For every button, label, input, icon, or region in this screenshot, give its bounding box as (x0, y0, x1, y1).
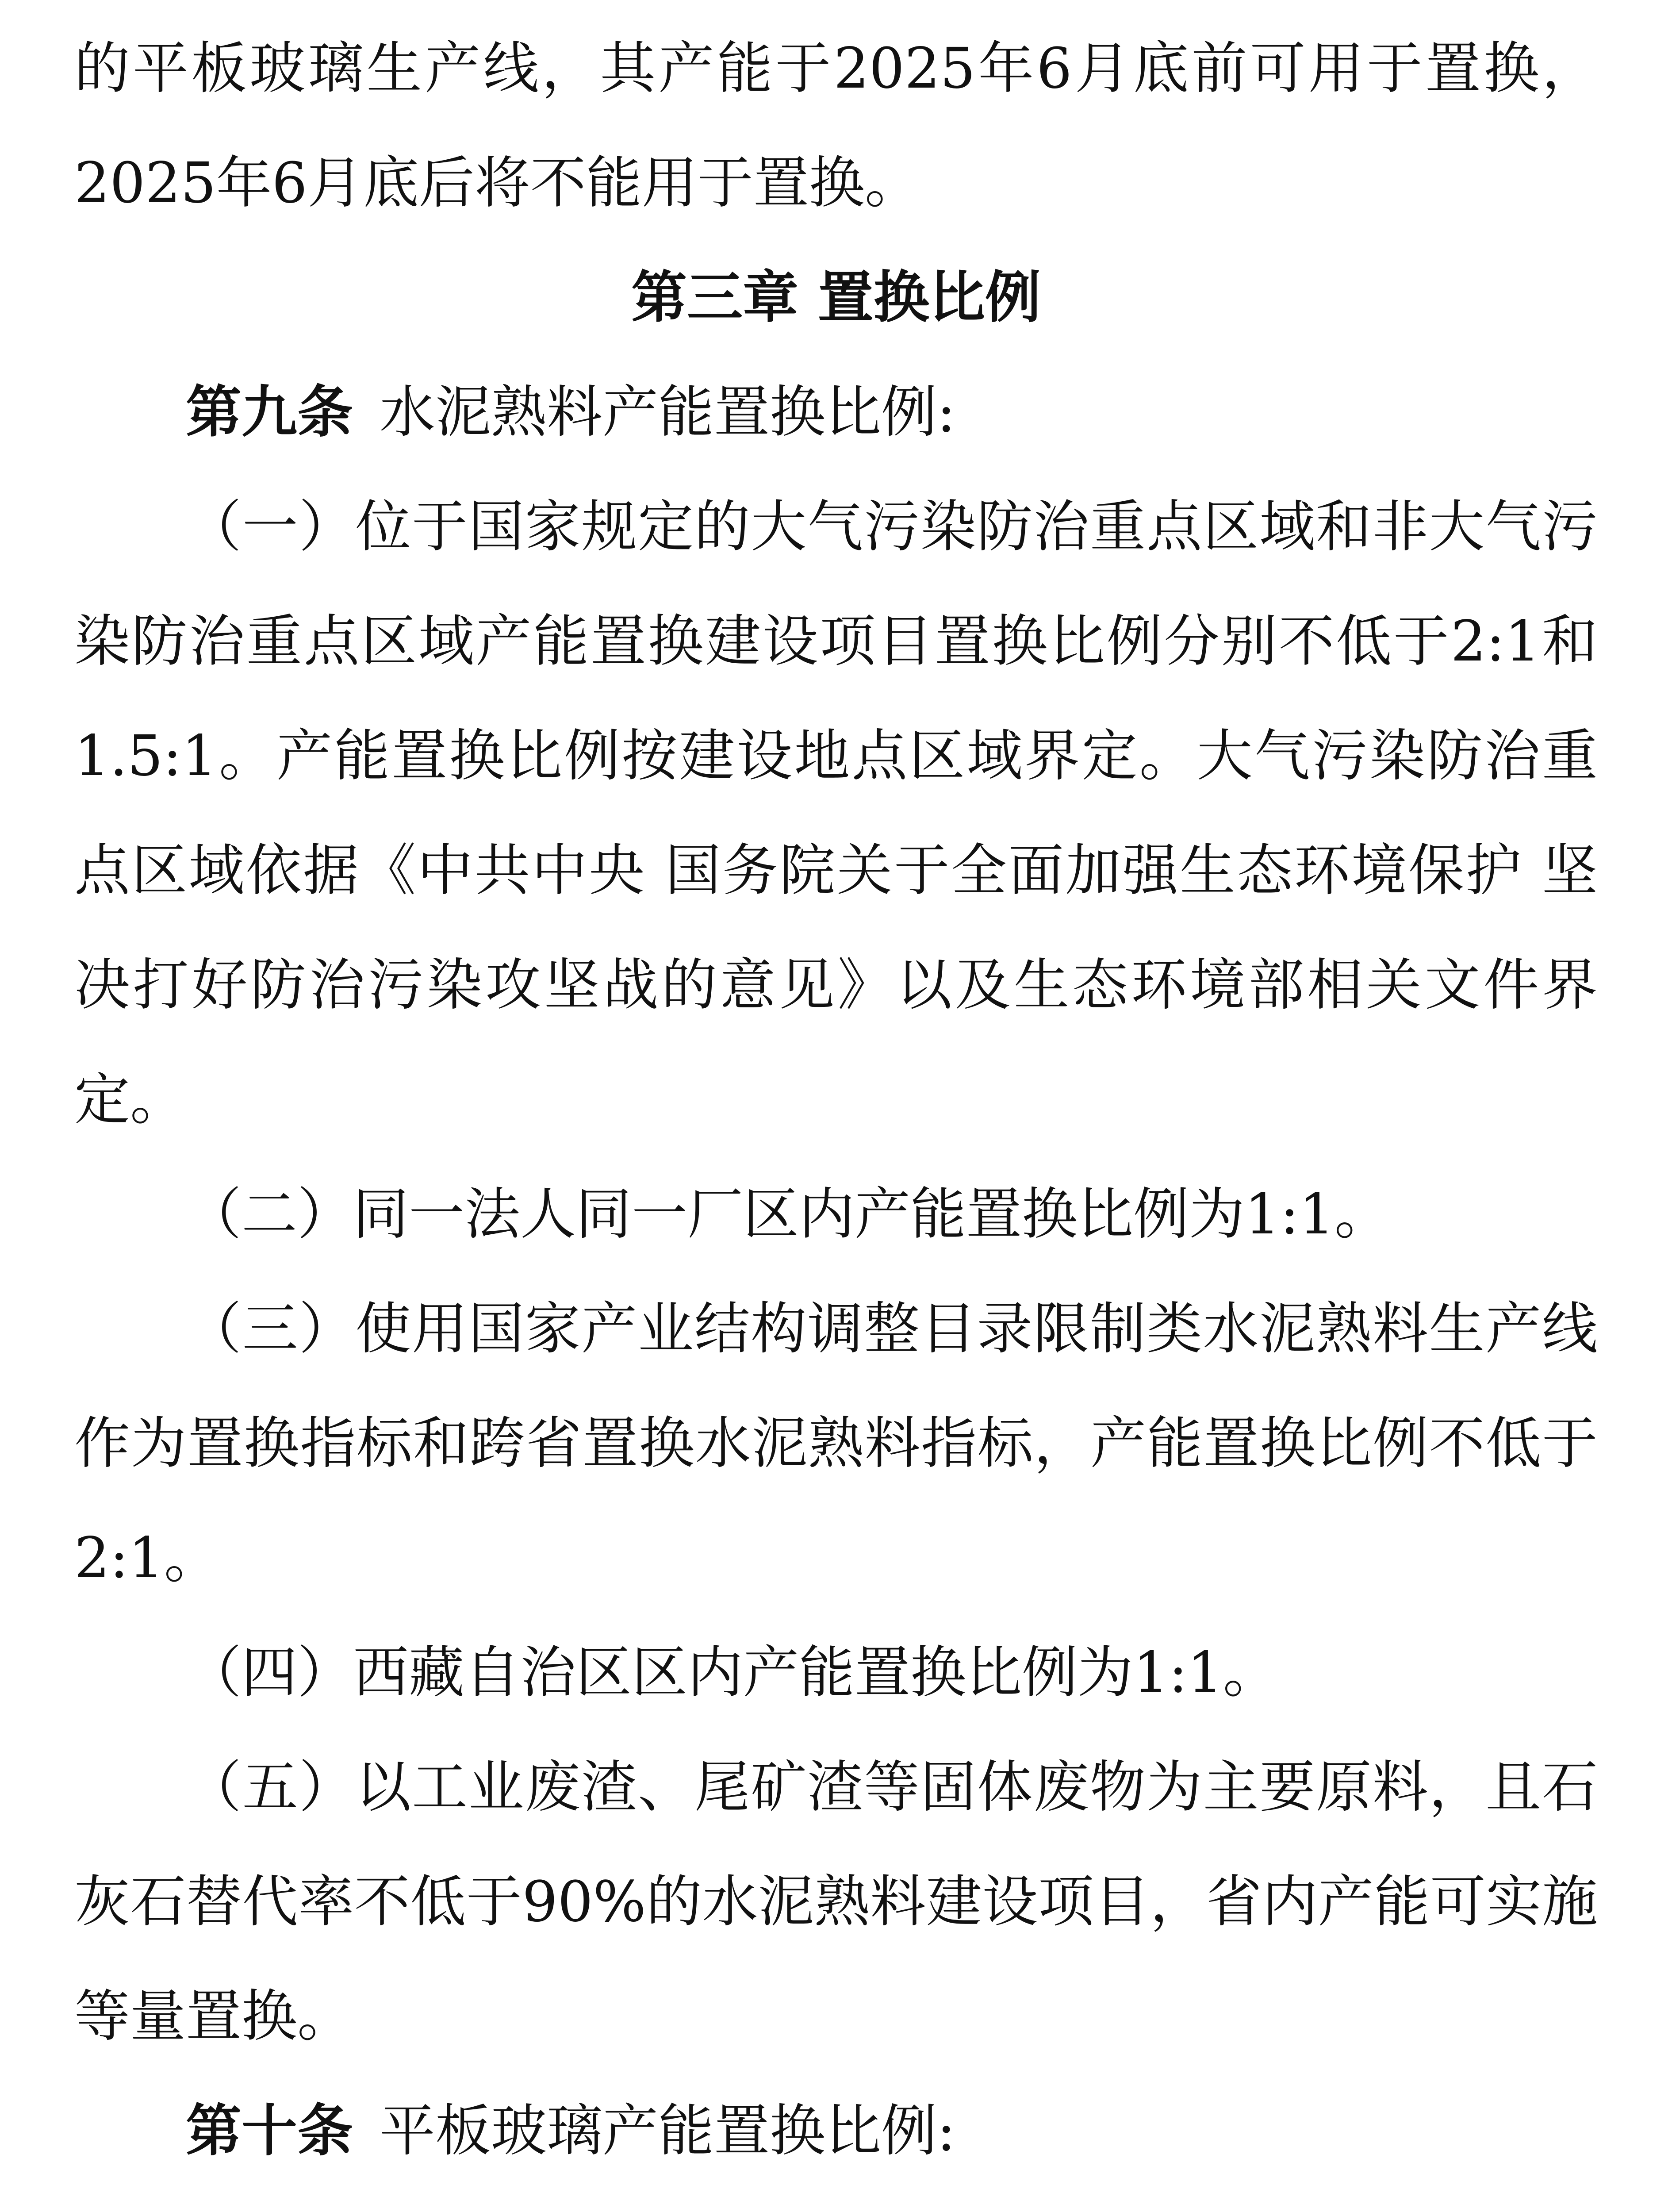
article-9-title: 水泥熟料产能置换比例: (380, 380, 956, 445)
article-9-item-4: （四）西藏自治区区内产能置换比例为1:1。 (186, 1640, 1279, 1705)
article-9-item-2: （二）同一法人同一厂区内产能置换比例为1:1。 (186, 1182, 1390, 1247)
article-9-item-5: （五）以工业废渣、尾矿渣等固体废物为主要原料，且石灰石替代率不低于90%的水泥熟料建设项目，省内产能可实施等量置换。 (74, 1755, 1598, 2049)
article-9-item-1: （一）位于国家规定的大气污染防治重点区域和非大气污染防治重点区域产能置换建设项目置换比例分别不低于2:1和1.5:1。产能置换比例按建设地点区域界定。大气污染防治重点区域依据《中共中央 国务院关于全面加强生态环境保护 坚决打好防治污染攻坚战的意见》以及生态环境部相关文件界定。 (74, 494, 1598, 1132)
page-body (74, 11, 1598, 2212)
chapter-title: 第三章 置换比例 (631, 265, 1041, 330)
article-10-label: 第十条 (186, 2098, 353, 2163)
article-9-item-3: （三）使用国家产业结构调整目录限制类水泥熟料生产线作为置换指标和跨省置换水泥熟料指标，产能置换比例不低于2:1。 (74, 1296, 1598, 1590)
article-10-item-1 (74, 2188, 1598, 2212)
intro-paragraph: 的平板玻璃生产线，其产能于2025年6月底前可用于置换，2025年6月底后将不能用于置换。 (74, 36, 1598, 215)
article-9-heading (74, 355, 1598, 469)
article-10-heading (74, 2074, 1598, 2188)
article-9-label: 第九条 (186, 380, 353, 445)
article-10-title: 平板玻璃产能置换比例: (380, 2098, 956, 2163)
